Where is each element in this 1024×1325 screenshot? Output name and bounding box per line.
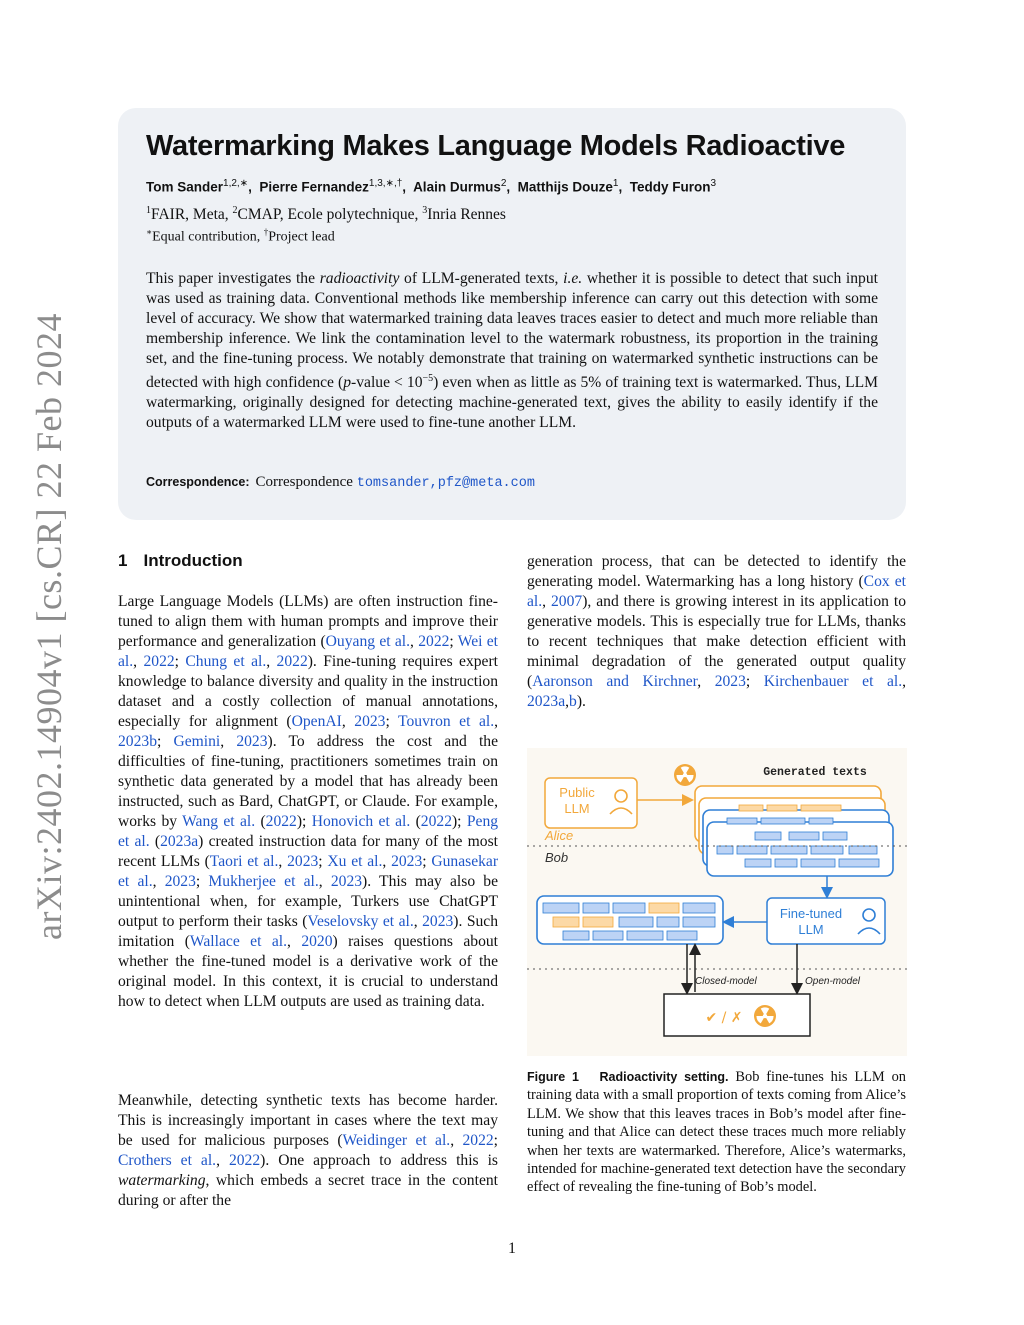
- citation-link[interactable]: Chung et al.: [185, 653, 267, 670]
- citation-link[interactable]: Touvron et al.: [398, 713, 495, 730]
- author-name: Teddy Furon: [629, 179, 711, 195]
- figure-label: Figure 1: [527, 1070, 579, 1084]
- figure-1-caption: [527, 1068, 906, 1197]
- citation-link[interactable]: Wallace et al.: [189, 933, 287, 950]
- generated-text-stack: [695, 786, 893, 876]
- finetuned-llm-label: Fine-tuned: [779, 906, 843, 921]
- citation-link[interactable]: 2020: [301, 933, 333, 950]
- citation-link[interactable]: 2022: [265, 813, 297, 830]
- citation-link[interactable]: 2007: [551, 593, 583, 610]
- author-marks: 2: [500, 178, 507, 189]
- caption-text: Bob fine-tunes his LLM on training data with a small proportion of texts coming from Alice’s LLM. We show that this leaves traces in Bob’s model after fine-tuning and that Alice can detect these traces much more reliably when her texts are watermarked. Therefore, Alice’s watermarks, intended for machine-generated text detection have the secondary effect of revealing the fine-tuning of Bob’s model.: [527, 1069, 906, 1196]
- citation-link[interactable]: 2022: [143, 653, 175, 670]
- citation-link[interactable]: 2022: [418, 633, 450, 650]
- author-name: Tom Sander: [146, 179, 224, 195]
- citation-link[interactable]: 2022: [276, 653, 308, 670]
- correspondence-text: Correspondence: [255, 474, 353, 490]
- citation-link[interactable]: Cox et al.: [527, 573, 906, 610]
- author-name: Alain Durmus: [413, 179, 501, 195]
- citation-link[interactable]: Kirchenbauer et al.: [763, 673, 903, 690]
- abstract: This paper investigates the radioactivity of LLM-generated texts, i.e. whether it is possible to detect that such input was used as training data. Conventional methods like membership inference can carry out this detection with some level of accuracy. We show that watermarked training data leaves traces easier to detect and much more reliable than membership inference. We link the contamination level to the watermark robustness, its proportion in the training set, and the fine-tuning process. We notably demonstrate that training on watermarked synthetic instructions can be detected with high confidence (p-value < $10^{-5}$) even when as little as 5% of training text is watermarked. Thus, LLM watermarking, originally designed for detecting machine-generated text, gives the ability to easily identify if the outputs of a watermarked LLM were used to fine-tune another LLM.: [146, 270, 878, 432]
- citation-link[interactable]: Veselovsky et al.: [307, 913, 414, 930]
- citation-link[interactable]: 2022: [462, 1132, 494, 1149]
- section-heading: [118, 551, 243, 571]
- citation-link[interactable]: 2023a: [527, 693, 566, 710]
- contribution-note: ∗Equal contribution, †Project lead: [146, 227, 335, 245]
- figure-title: Radioactivity setting.: [599, 1070, 729, 1084]
- radioactive-icon: [754, 1005, 776, 1027]
- affiliation: CMAP, Ecole polytechnique,: [237, 206, 423, 224]
- author-marks: 1,2,∗: [223, 178, 249, 189]
- citation-link[interactable]: b: [569, 693, 577, 710]
- radioactivity-diagram: [527, 748, 907, 1056]
- citation-link[interactable]: 2023: [164, 873, 196, 890]
- page-number: 1: [508, 1240, 516, 1257]
- citation-link[interactable]: Wei et al.: [118, 633, 499, 670]
- author-name: Pierre Fernandez: [259, 179, 369, 195]
- citation-link[interactable]: 2023: [354, 713, 386, 730]
- correspondence-label: Correspondence:: [146, 475, 250, 489]
- affiliation: Inria Rennes: [427, 206, 506, 224]
- citation-link[interactable]: Gemini: [173, 733, 221, 750]
- affiliations: $^1$FAIR, Meta, $^2$CMAP, Ecole polytechnique, $^3$Inria Rennes: [146, 205, 506, 224]
- verdict-marks: ✔ / ✗: [705, 1010, 743, 1026]
- citation-link[interactable]: 2023: [287, 853, 319, 870]
- intro-paragraph-3: generation process, that can be detected to identify the generating model. Watermarking has a long history (Cox et al., 2007), and there is growing interest in its application to generative models. This is especially true for LLMs, thanks to recent techniques that make detection efficient with minimal degradation of the generated output quality (Aaronson and Kirchner, 2023; Kirchenbauer et al., 2023a,b).: [527, 553, 907, 710]
- citation-link[interactable]: Ouyang et al.: [325, 633, 411, 650]
- citation-link[interactable]: 2023: [330, 873, 363, 890]
- citation-link[interactable]: Peng et al.: [118, 813, 499, 850]
- bob-training-data: [537, 896, 723, 944]
- author-marks: 3: [710, 178, 717, 189]
- paper-title: Watermarking Makes Language Models Radioactive: [146, 130, 846, 162]
- citation-link[interactable]: Aaronson and Kirchner: [532, 673, 698, 690]
- radioactive-icon: [674, 764, 696, 786]
- citation-link[interactable]: 2023a: [160, 833, 199, 850]
- citation-link[interactable]: 2022: [228, 1152, 261, 1169]
- section-title: Introduction: [143, 551, 243, 570]
- correspondence-email-link[interactable]: tomsander,pfz@meta.com: [356, 476, 535, 491]
- finetuned-llm-label: LLM: [798, 922, 824, 937]
- citation-link[interactable]: Gunasekar et al.: [118, 853, 499, 890]
- citation-link[interactable]: Honovich et al.: [311, 813, 411, 830]
- public-llm-label: Public: [559, 785, 595, 800]
- citation-link[interactable]: 2022: [420, 813, 452, 830]
- citation-link[interactable]: Wang et al.: [182, 813, 256, 830]
- author-marks: 1,3,∗,†: [368, 178, 403, 189]
- citation-link[interactable]: 2023: [236, 733, 268, 750]
- intro-paragraph-2: Meanwhile, detecting synthetic texts has become harder. This is increasingly important in cases where the text may be used for malicious purposes (Weidinger et al., 2022; Crothers et al., 2022). One approach to address this is watermarking, which embeds a secret trace in the content during or after the: [118, 1092, 499, 1209]
- citation-link[interactable]: Xu et al.: [327, 853, 383, 870]
- author-name: Matthijs Douze: [517, 179, 613, 195]
- alice-label: Alice: [545, 828, 574, 843]
- public-llm-label: LLM: [564, 801, 590, 816]
- citation-link[interactable]: 2023: [422, 913, 454, 930]
- citation-link[interactable]: OpenAI: [291, 713, 342, 730]
- correspondence: [146, 474, 535, 491]
- intro-paragraph-1: Large Language Models (LLMs) are often instruction fine-tuned to align them with human prompts and improve their performance and generalization (Ouyang et al., 2022; Wei et al., 2022; Chung et al., 2022). Fine-tuning requires expert knowledge to balance diversity and quality in the instruction dataset and a costly collection of manual annotations, especially for alignment (OpenAI, 2023; Touvron et al., 2023b; Gemini, 2023). To address the cost and the difficulties of fine-tuning, practitioners sometimes train on synthetic data generated by a model that has already been instructed, such as Bard, ChatGPT, or Claude. For example, works by Wang et al. (2022); Honovich et al. (2022); Peng et al. (2023a) created instruction data for many of the most recent LLMs (Taori et al., 2023; Xu et al., 2023; Gunasekar et al., 2023; Mukherjee et al., 2023). This may also be unintentional when, for example, Turkers use ChatGPT output to perform their tasks (Veselovsky et al., 2023). Such imitation (Wallace et al., 2020) raises questions about whether the fine-tuned model is a derivative work of the original model. In this context, it is crucial to understand how to detect when LLM outputs are used as training data.: [118, 593, 499, 1010]
- citation-link[interactable]: Crothers et al.: [118, 1152, 217, 1169]
- citation-link[interactable]: Mukherjee et al.: [208, 873, 319, 890]
- bob-label: Bob: [545, 850, 569, 865]
- citation-link[interactable]: 2023: [391, 853, 423, 870]
- author-marks: 1: [612, 178, 619, 189]
- section-number: 1: [118, 551, 128, 570]
- arxiv-stamp-text: arXiv:2402.14904v1 [cs.CR] 22 Feb 2024: [29, 313, 69, 940]
- affiliation: FAIR, Meta,: [151, 206, 233, 224]
- closed-model-label: Closed-model: [695, 976, 757, 987]
- figure-1-diagram: [527, 748, 907, 1056]
- generated-texts-label: Generated texts: [763, 766, 867, 779]
- citation-link[interactable]: Taori et al.: [209, 853, 279, 870]
- citation-link[interactable]: 2023b: [118, 733, 157, 750]
- open-model-label: Open-model: [805, 976, 861, 987]
- author-list: Tom Sander$^{1,2,∗}$, Pierre Fernandez$^{1,3,∗,\dagger}$, Alain Durmus$^2$, Matthijs Douze$^1$, Teddy Furon$^3$: [146, 178, 717, 195]
- citation-link[interactable]: Weidinger et al.: [342, 1132, 451, 1149]
- citation-link[interactable]: 2023: [714, 673, 746, 690]
